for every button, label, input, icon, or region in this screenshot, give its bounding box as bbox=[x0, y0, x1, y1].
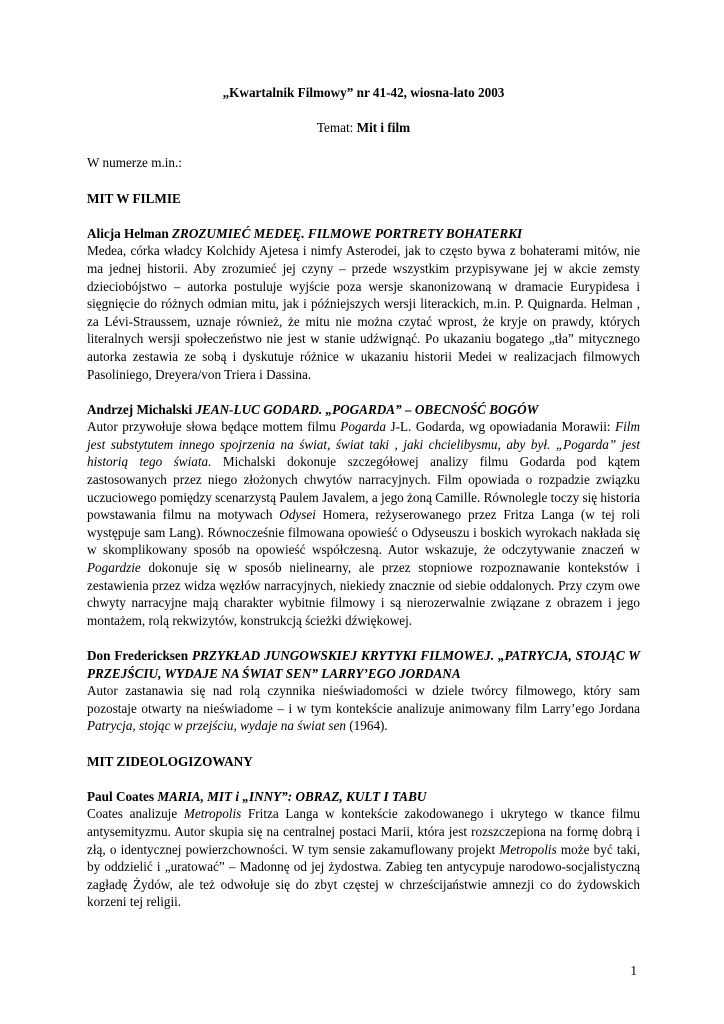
article-body bbox=[87, 805, 640, 911]
article-coates bbox=[87, 788, 640, 911]
article-text: Autor przywołuje słowa będące mottem filmu bbox=[87, 419, 341, 435]
article-text: Medea, córka władcy Kolchidy Ajetesa i nimfy Asterodei, jak to często bywa z bohaterami mitów, nie ma jednej historii. Aby zrozumieć jej czyny – przede wszystkim przypisywane jej w akcie zemsty dzieciobójstwo – autorka postuluje wyjście poza wersje skanonizowaną w dramacie Eurypidesa i sięgnięcie do różnych odmian mitu, jak i późniejszych wersji literackich, m.in. P. Quignarda. Helman , za Lévi-Straussem, uznaje również, że mitu nie można czytać wprost, że kryje on prawdy, których literalnych wersji społeczeństwo nie jest w stanie udźwignąć. Po ukazaniu bogatego „tła” mitycznego autorka zestawia ze sobą i dyskutuje różnice w ukazaniu historii Medei w realizacjach filmowych Pasoliniego, Dreyera/von Triera i Dassina. bbox=[87, 243, 640, 382]
article-helman bbox=[87, 225, 640, 383]
article-fredericksen bbox=[87, 647, 640, 735]
article-body bbox=[87, 242, 640, 383]
article-text: (1964). bbox=[345, 718, 388, 734]
article-title: PRZYKŁAD JUNGOWSKIEJ KRYTYKI FILMOWEJ. „PATRYCJA, STOJĄC W PRZEJŚCIU, WYDAJE NA ŚWIAT SEN” LARRY’EGO JORDANA bbox=[87, 648, 641, 681]
article-heading bbox=[87, 788, 640, 806]
theme-label: Temat: bbox=[316, 120, 357, 136]
article-heading bbox=[87, 647, 640, 682]
article-text-italic: Odysei bbox=[279, 507, 316, 523]
article-heading bbox=[87, 401, 640, 419]
theme-value: Mit i film bbox=[356, 120, 411, 136]
page-number: 1 bbox=[630, 963, 637, 978]
article-text-italic: Film jest substytutem innego spojrzenia na świat, świat taki , jaki chcielibysmu, aby był. „Pogarda” jest historią tego świata. bbox=[87, 419, 640, 470]
article-text: dokonuje się w sposób nielinearny, ale przez stopniowe rozpoznawanie kontekstów i zestawienia przez widza węzłów narracyjnych, niekiedy znacznie od siebie oddalonych. Przy czym owe chwyty narracyjne mają charakter wybitnie filmowy i są nierozerwalnie związane z obrazem i jego montażem, rolą rekwizytów, konstrukcją ścieżki dźwiękowej. bbox=[87, 560, 640, 628]
article-text: może być taki, by oddzielić i „uratować” – Madonnę od jej żydostwa. Zabieg ten antycypuje narodowo-socjalistyczną zagładę Żydów, ale też odwołuje się do zbyt częstej w chrześcijaństwie amnezji co do żydowskich korzeni tej religii. bbox=[87, 841, 640, 910]
article-title: MARIA, MIT i „INNY”: OBRAZ, KULT I TABU bbox=[157, 788, 427, 804]
article-text: Michalski dokonuje szczegółowej analizy filmu Godarda pod kątem zastosowanych przez niego złożonych chwytów narracyjnych. Film opowiada o rozpadzie związku uczuciowego pomiędzy scenarzystą Paulem Javalem, a jego żoną Camille. Równolegle toczy się historia powstawania filmu na motywach bbox=[87, 454, 640, 523]
article-text: Homera, reżyserowanego przez Fritza Langa (w tej roli występuje sam Lang). Równocześnie filmowana opowieść o Odyseuszu i boskich wyrokach nakłada się w skomplikowany sposób na opowieść współczesną. Autor wskazuje, że odczytywanie znaczeń w bbox=[87, 507, 640, 558]
article-author: Andrzej Michalski bbox=[87, 401, 193, 417]
in-issue-label: W numerze m.in.: bbox=[87, 155, 182, 171]
article-text-italic: Pogardzie bbox=[87, 560, 141, 576]
article-text-italic: Pogarda bbox=[340, 419, 386, 435]
article-text: Fritza Langa w kontekście zakodowanego i ukrytego w tkance filmu antysemityzmu. Autor skupia się na centralnej postaci Marii, która jest rozszczepiona na formę dobrą i złą, o identycznej powierzchowności. W tym sensie zakamuflowany projekt bbox=[87, 806, 640, 857]
article-text-italic: Metropolis bbox=[183, 806, 242, 822]
journal-title: „Kwartalnik Filmowy” nr 41-42, wiosna-lato 2003 bbox=[222, 85, 505, 100]
article-text-italic: Patrycja, stojąc w przejściu, wydaje na świat sen bbox=[87, 718, 346, 734]
article-title: JEAN-LUC GODARD. „POGARDA” – OBECNOŚĆ BOGÓW bbox=[195, 401, 539, 417]
article-text: Coates analizuje bbox=[87, 806, 184, 822]
article-title: ZROZUMIEĆ MEDEĘ. FILMOWE PORTRETY BOHATERKI bbox=[171, 225, 523, 241]
article-michalski bbox=[87, 401, 640, 630]
theme-line bbox=[87, 119, 640, 137]
article-text: Autor zastanawia się nad rolą czynnika nieświadomości w dziele twórcy filmowego, który sam pozostaje otwarty na nieświadome – i w tym kontekście analizuje animowany film Larry’ego Jordana bbox=[87, 683, 640, 716]
section-title: MIT W FILMIE bbox=[87, 190, 181, 206]
section-title: MIT ZIDEOLOGIZOWANY bbox=[87, 753, 253, 769]
article-author: Alicja Helman bbox=[87, 225, 169, 241]
article-heading bbox=[87, 225, 640, 243]
article-body bbox=[87, 418, 640, 629]
article-body bbox=[87, 682, 640, 735]
article-author: Paul Coates bbox=[87, 788, 155, 804]
document-page bbox=[87, 84, 640, 911]
article-text: J-L. Godarda, wg opowiadania Morawii: bbox=[385, 419, 616, 435]
article-text-italic: Metropolis bbox=[499, 841, 557, 857]
article-author: Don Fredericksen bbox=[87, 648, 189, 663]
